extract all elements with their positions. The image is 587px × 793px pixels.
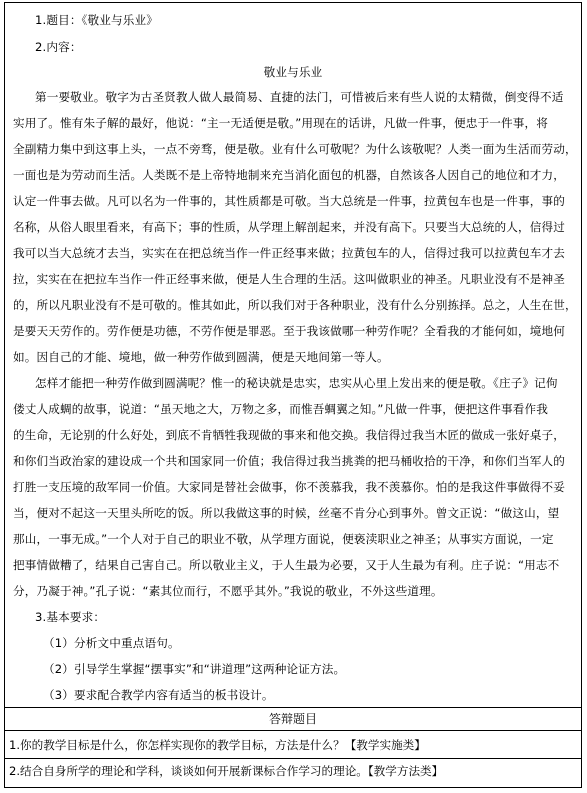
essay-title: 敬业与乐业 — [263, 65, 323, 79]
essay-line: 是要天天劳作的。劳作便是功德，不劳作便是罪恶。至于我该做哪一种劳作呢？全看我的才能何如，境地何 — [13, 324, 565, 338]
topic-line: 1.题目：《敬业与乐业》 — [35, 13, 158, 27]
essay-line: 分，乃凝于神。”孔子说：“素其位而行，不愿乎其外。”我说的敬业，不外这些道理。 — [13, 584, 443, 598]
essay-line: 和你们当政治家的建设成一个共和国家同一价值；我信得过我当挑粪的把马桶收拾的干净，和你们当军人的 — [13, 454, 565, 468]
essay-line: 当，便对不起这一天里头所吃的饭。所以我做这事的时候，丝毫不肯分心到事外。曾文正说：“做这山，望 — [13, 506, 560, 520]
row-divider — [5, 758, 581, 759]
requirement-item: （1）分析文中重点语句。 — [43, 636, 180, 650]
essay-line: 那山，一事无成。”一个人对于自己的职业不敬，从学理方面说，便亵渎职业之神圣；从事实方面说，一定 — [13, 532, 554, 546]
essay-line: 第一要敬业。敬字为古圣贤教人做人最简易、直捷的法门，可惜被后来有些人说的太精微，倒变得不适 — [35, 90, 564, 104]
essay-line: 偻丈人成蜩的故事，说道：“虽天地之大，万物之多，而惟吾蜩翼之知。”凡做一件事，便把这件事看作我 — [13, 402, 548, 416]
essay-line: 拉，实实在在把拉车当作一件正经事来做，便是人生合理的生活。这叫做职业的神圣。凡职业没有不是神圣 — [13, 272, 565, 286]
essay-line: 打胜一支压境的敌军同一价值。大家同是替社会做事，你不羡慕我，我不羡慕你。怕的是我这件事做得不妥 — [13, 480, 565, 494]
essay-line: 的生命，无论别的什么好处，到底不肯牺牲我现做的事来和他交换。我信得过我当木匠的做成一张好桌子， — [13, 428, 565, 442]
essay-line: 名称，从俗人眼里看来，有高下；事的性质，从学理上解剖起来，并没有高下。只要当大总统的人，信得过 — [13, 220, 565, 234]
qa-title: 答辩题目 — [5, 708, 581, 731]
essay-line: 我可以当大总统才去当，实实在在把总统当作一件正经事来做；拉黄包车的人，信得过我可以拉黄包车才去 — [13, 246, 565, 260]
essay-line: 一面也是为劳动而生活。人类既不是上帝特地制来充当消化面包的机器，自然该各人因自己的地位和才力， — [13, 168, 565, 182]
question-2: 2.结合自身所学的理论和学科，谈谈如何开展新课标合作学习的理论。【教学方法类】 — [9, 764, 444, 778]
essay-line: 如。因自己的才能、境地，做一种劳作做到圆满，便是天地间第一等人。 — [13, 350, 389, 364]
essay-line: 认定一件事去做。凡可以名为一件事的，其性质都是可敬。当大总统是一件事，拉黄包车也是一件事，事的 — [13, 194, 565, 208]
essay-line: 实用了。惟有朱子解的最好，他说：“主一无适便是敬。”用现在的话讲，凡做一件事，便忠于一件事，将 — [13, 116, 548, 130]
essay-line: 怎样才能把一种劳作做到圆满呢？惟一的秘诀就是忠实，忠实从心里上发出来的便是敬。《庄子》记佝 — [35, 376, 558, 390]
requirement-item: （3）要求配合教学内容有适当的板书设计。 — [43, 688, 274, 702]
essay-line: 把事情做糟了，结果自己害自己。所以敬业主义，于人生最为必要，又于人生最为有利。庄子说：“用志不 — [13, 558, 560, 572]
content-label: 2.内容： — [35, 40, 82, 54]
essay-line: 全副精力集中到这事上头，一点不旁骛，便是敬。业有什么可敬呢？为什么该敬呢？人类一面为生活而劳动， — [13, 142, 577, 156]
task-section — [5, 3, 581, 708]
essay-line: 的，所以凡职业没有不是可敬的。惟其如此，所以我们对于各种职业，没有什么分别拣择。总之，人生在世， — [13, 298, 577, 312]
requirements-label: 3.基本要求： — [35, 610, 106, 624]
question-1: 1.你的教学目标是什么，你怎样实现你的教学目标，方法是什么？【教学实施类】 — [9, 738, 426, 752]
requirement-item: （2）引导学生掌握“摆事实”和“讲道理”这两种论证方法。 — [43, 662, 346, 676]
exam-sheet — [4, 2, 582, 788]
